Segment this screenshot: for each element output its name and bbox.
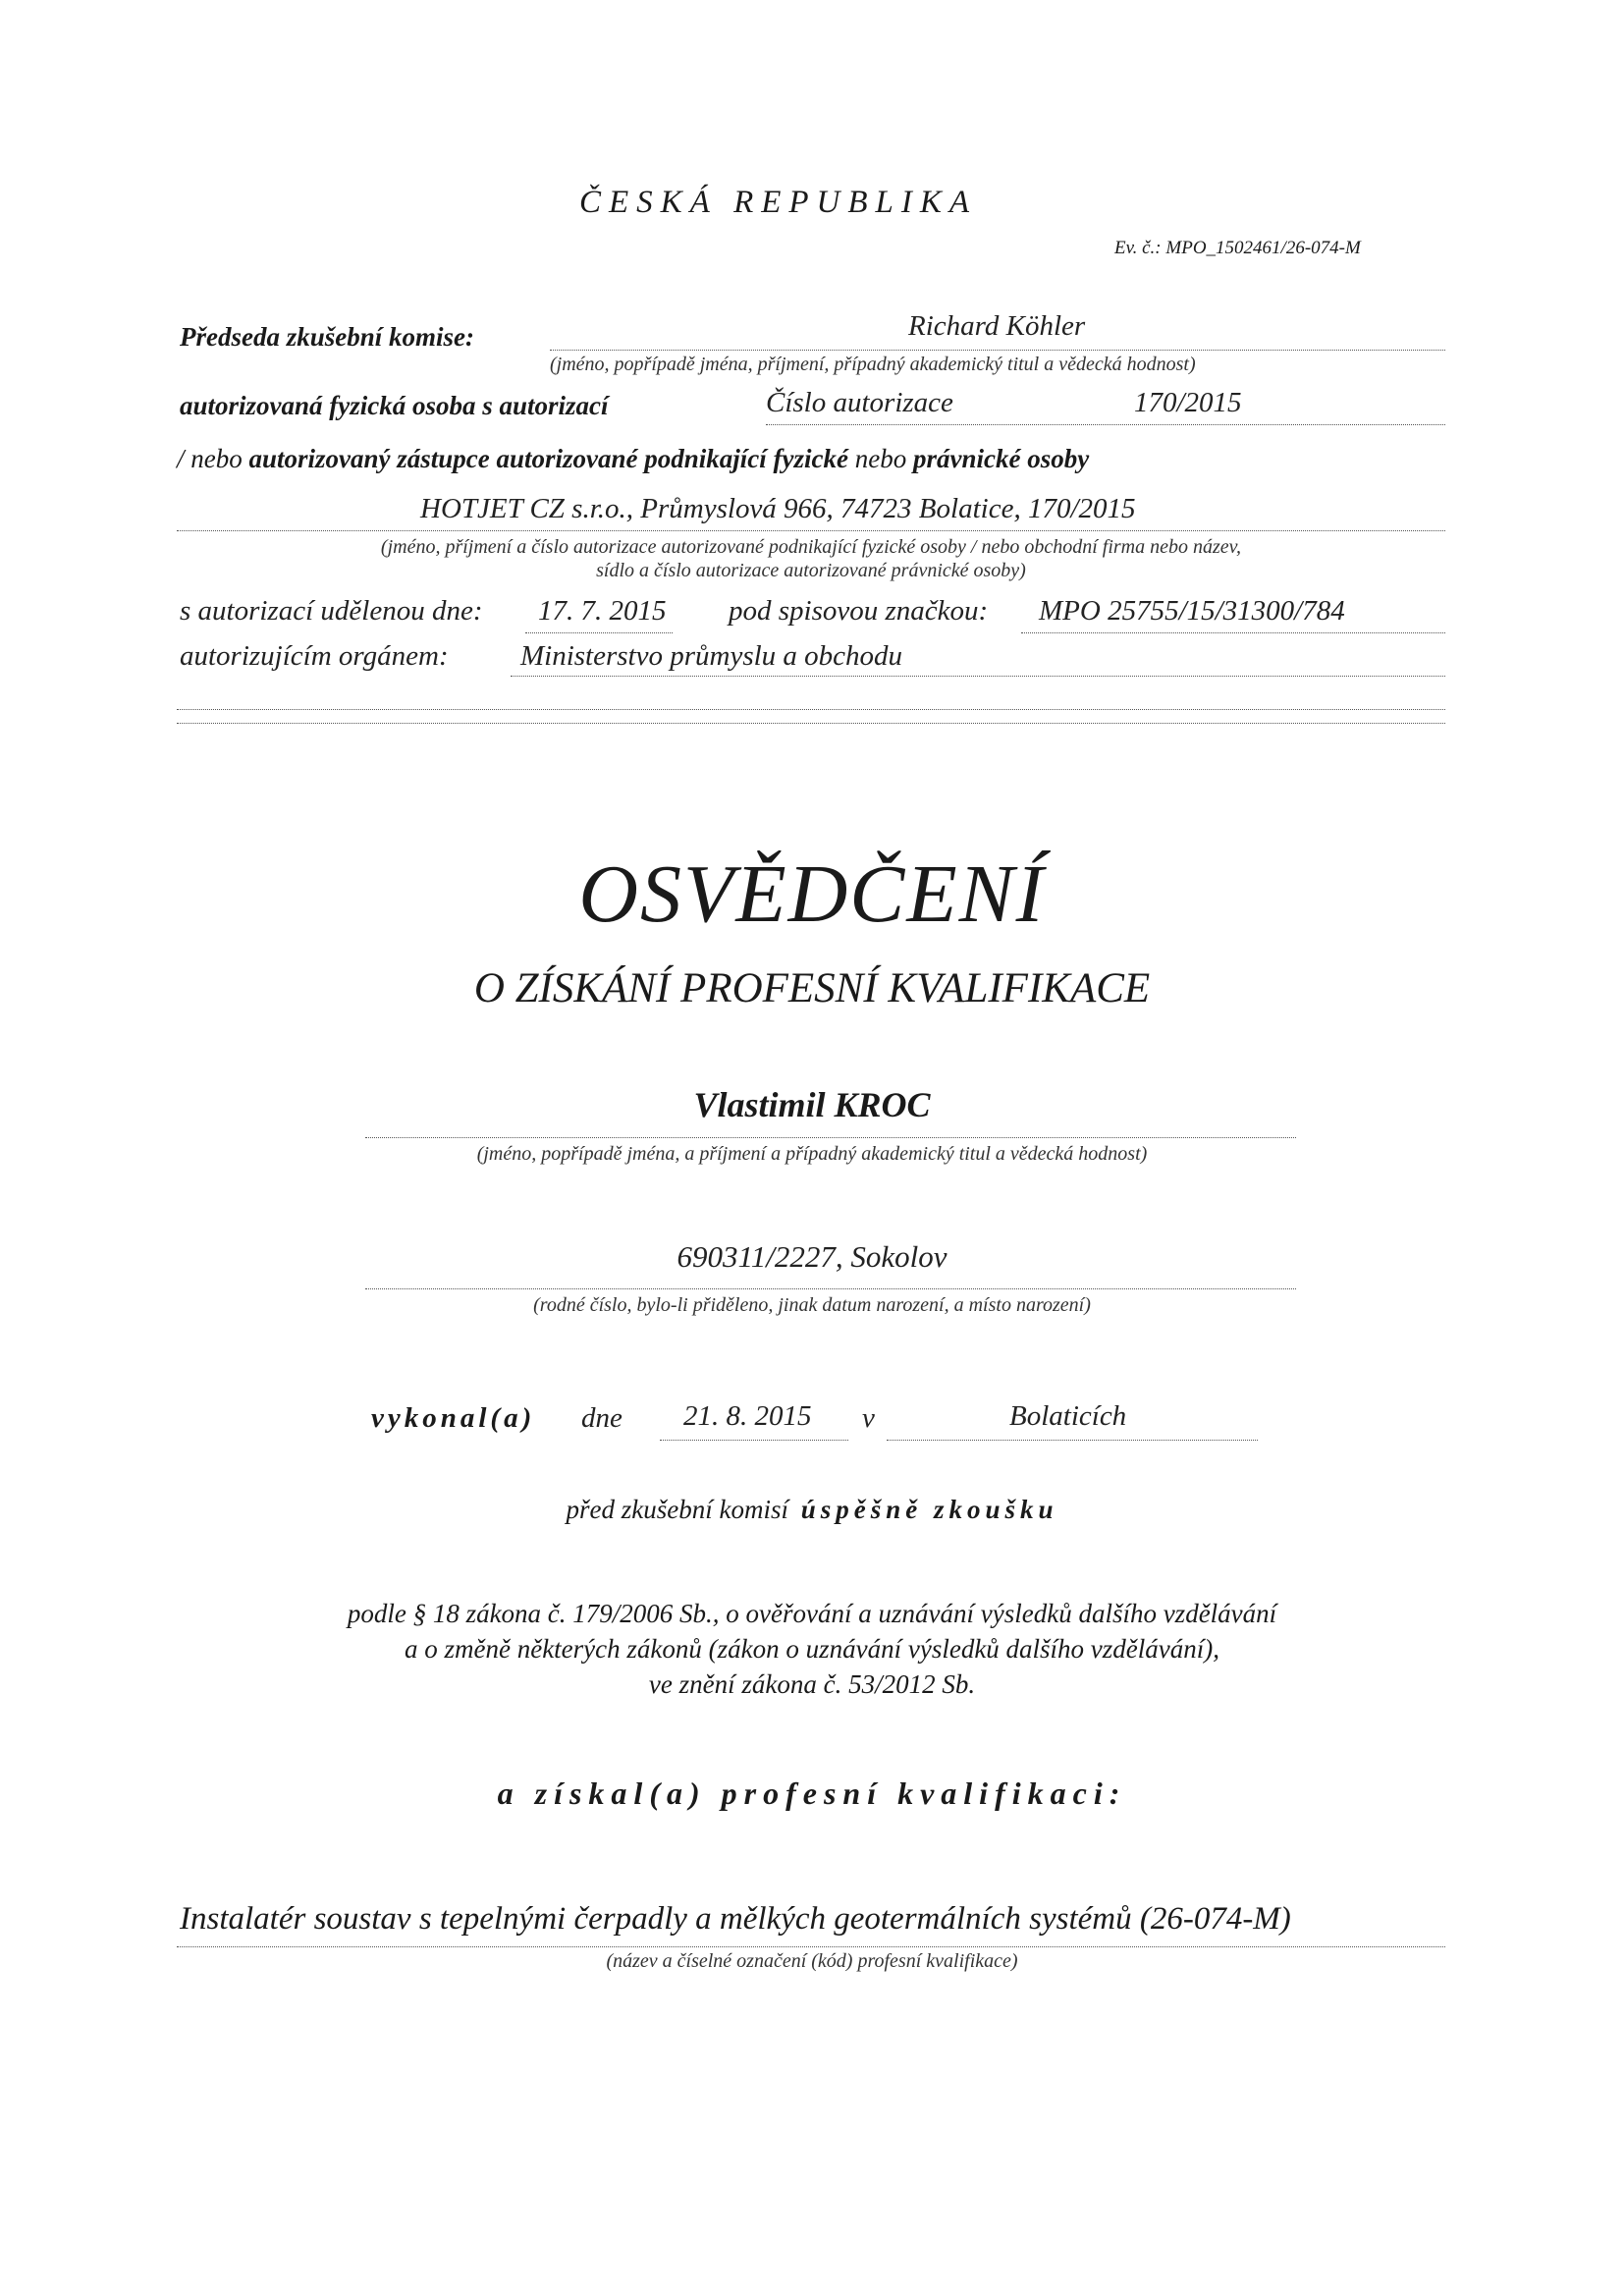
certificate-subtitle: O ZÍSKÁNÍ PROFESNÍ KVALIFIKACE <box>473 965 1151 1011</box>
authority-label: autorizujícím orgánem: <box>180 640 449 672</box>
exam-date-line <box>660 1440 848 1441</box>
authorized-person-label: autorizovaná fyzická osoba s autorizací <box>180 391 609 420</box>
representative-mid: nebo <box>854 444 907 473</box>
holder-name-line <box>365 1137 1296 1138</box>
granted-date-line <box>525 632 673 633</box>
authority-line <box>511 676 1445 677</box>
chair-label: Předseda zkušební komise: <box>180 322 474 352</box>
birth-info: 690311/2227, Sokolov <box>677 1239 947 1274</box>
registration-number: Ev. č.: MPO_1502461/26-074-M <box>1114 238 1361 258</box>
company-hint-2: sídlo a číslo autorizace autorizované právnické osoby) <box>596 560 1026 581</box>
representative-line <box>177 444 1089 474</box>
law-line-2: a o změně některých zákonů (zákon o uznávání výsledků dalšího vzdělávání), <box>404 1634 1220 1664</box>
certificate-title: OSVĚDČENÍ <box>578 848 1046 940</box>
authorization-number: 170/2015 <box>1134 387 1242 418</box>
representative-bold: autorizovaný zástupce autorizované podnikající fyzické <box>248 444 848 473</box>
file-number: MPO 25755/15/31300/784 <box>1039 595 1345 627</box>
holder-hint: (jméno, popřípadě jména, a příjmení a případný akademický titul a vědecká hodnost) <box>476 1143 1148 1165</box>
performed-label: vykonal(a) <box>371 1402 536 1434</box>
qualification-hint: (název a číselné označení (kód) profesní kvalifikace) <box>606 1950 1018 1972</box>
company-hint-1: (jméno, příjmení a číslo autorizace autorizované podnikající fyzické osoby / nebo obchodní firma nebo název, <box>380 536 1242 558</box>
authority-name: Ministerstvo průmyslu a obchodu <box>520 640 903 672</box>
chair-name: Richard Köhler <box>908 310 1086 342</box>
representative-end: právnické osoby <box>912 444 1090 473</box>
chair-hint: (jméno, popřípadě jména, příjmení, případný akademický titul a vědecká hodnost) <box>550 354 1196 375</box>
file-number-line <box>1021 632 1445 633</box>
law-line-1: podle § 18 zákona č. 179/2006 Sb., o ověřování a uznávání výsledků dalšího vzdělávání <box>347 1599 1277 1628</box>
exam-success: úspěšně zkoušku <box>800 1495 1058 1524</box>
obtained-label: a získal(a) profesní kvalifikaci: <box>497 1775 1127 1811</box>
separator-line-2 <box>177 723 1445 724</box>
day-label: dne <box>581 1402 623 1434</box>
qualification-name: Instalatér soustav s tepelnými čerpadly a mělkých geotermálních systémů (26-074-M) <box>180 1901 1291 1937</box>
holder-name: Vlastimil KROC <box>693 1085 931 1124</box>
company-line <box>177 530 1445 531</box>
or-prefix: / nebo <box>177 444 243 473</box>
authorization-number-line <box>766 424 1445 425</box>
authorization-number-label: Číslo autorizace <box>766 387 953 418</box>
exam-date: 21. 8. 2015 <box>683 1400 812 1432</box>
separator-line-1 <box>177 709 1445 710</box>
place-label: v <box>862 1402 875 1434</box>
birth-info-line <box>365 1288 1296 1289</box>
company-info: HOTJET CZ s.r.o., Průmyslová 966, 74723 Bolatice, 170/2015 <box>420 493 1136 524</box>
exam-line <box>0 1495 1624 1525</box>
qualification-line <box>177 1946 1445 1947</box>
granted-date: 17. 7. 2015 <box>538 595 667 627</box>
exam-place: Bolaticích <box>1009 1400 1127 1432</box>
exam-place-line <box>887 1440 1258 1441</box>
file-label: pod spisovou značkou: <box>729 595 989 627</box>
exam-line-prefix: před zkušební komisí <box>566 1495 788 1524</box>
country-title: ČESKÁ REPUBLIKA <box>579 185 978 220</box>
law-line-3: ve znění zákona č. 53/2012 Sb. <box>648 1669 976 1699</box>
birth-hint: (rodné číslo, bylo-li přiděleno, jinak datum narození, a místo narození) <box>533 1294 1091 1316</box>
chair-name-line <box>550 350 1445 351</box>
granted-label: s autorizací udělenou dne: <box>180 595 483 627</box>
